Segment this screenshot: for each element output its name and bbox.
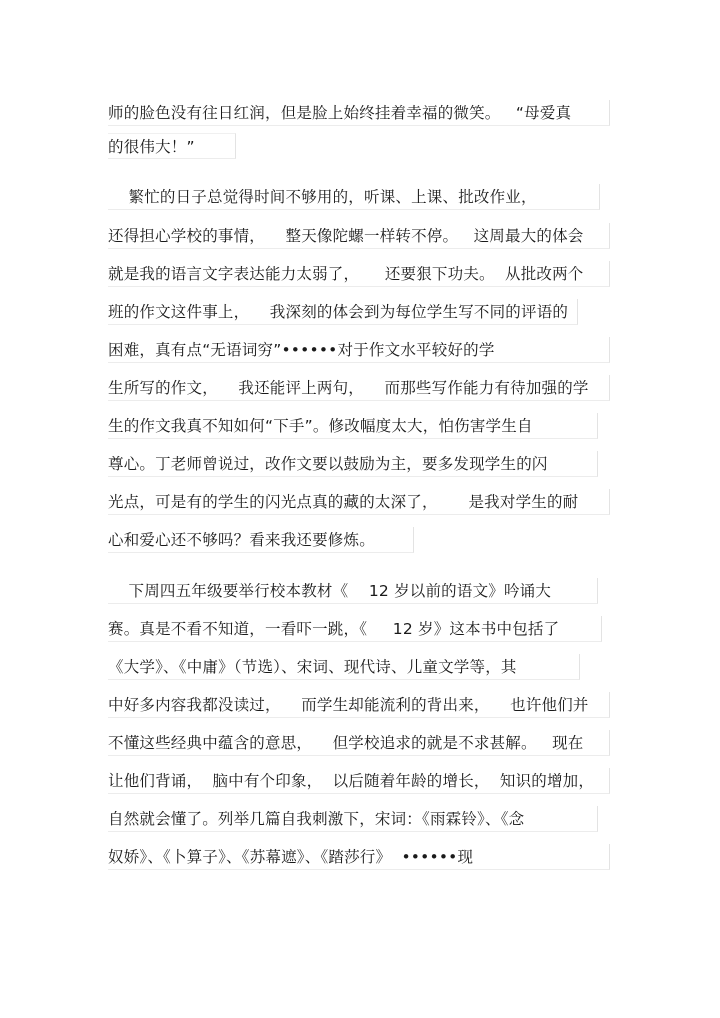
text-line: 生所写的作文， 我还能评上两句， 而那些写作能力有待加强的学	[108, 375, 610, 401]
text-line: 《大学》、《中庸》（节选）、宋词、现代诗、儿童文学等，其	[108, 654, 580, 680]
text-line: 自然就会懂了。列举几篇自我刺激下，宋词：《雨霖铃》、《念	[108, 806, 598, 832]
text-line: 让他们背诵， 脑中有个印象， 以后随着年龄的增长， 知识的增加，	[108, 768, 610, 794]
text-line: 下周四五年级要举行校本教材《 12 岁以前的语文》吟诵大	[108, 578, 598, 604]
text-line: 尊心。丁老师曾说过，改作文要以鼓励为主，要多发现学生的闪	[108, 451, 598, 477]
text-line: 生的作文我真不知如何“下手”。修改幅度太大，怕伤害学生自	[108, 413, 598, 439]
text-line: 中好多内容我都没读过， 而学生却能流利的背出来， 也许他们并	[108, 692, 610, 718]
text-line: 不懂这些经典中蕴含的意思， 但学校追求的就是不求甚解。 现在	[108, 730, 610, 756]
text-line: 光点，可是有的学生的闪光点真的藏的太深了， 是我对学生的耐	[108, 489, 610, 515]
text-line: 赛。真是不看不知道，一看吓一跳，《 12 岁》这本书中包括了	[108, 616, 602, 642]
text-line: 班的作文这件事上， 我深刻的体会到为每位学生写不同的评语的	[108, 299, 578, 325]
text-line: 心和爱心还不够吗？看来我还要修炼。	[108, 527, 414, 553]
text-line: 师的脸色没有往日红润，但是脸上始终挂着幸福的微笑。 “母爱真	[108, 100, 610, 126]
text-line: 还得担心学校的事情， 整天像陀螺一样转不停。 这周最大的体会	[108, 223, 610, 249]
text-line: 困难，真有点“无语词穷”••••••对于作文水平较好的学	[108, 337, 610, 363]
text-line: 繁忙的日子总觉得时间不够用的，听课、上课、批改作业，	[108, 184, 600, 210]
text-line: 就是我的语言文字表达能力太弱了， 还要狠下功夫。 从批改两个	[108, 261, 610, 287]
text-line: 奴娇》、《卜算子》、《苏幕遮》、《踏莎行》 ••••••现	[108, 844, 610, 870]
text-line: 的很伟大！”	[108, 133, 236, 159]
